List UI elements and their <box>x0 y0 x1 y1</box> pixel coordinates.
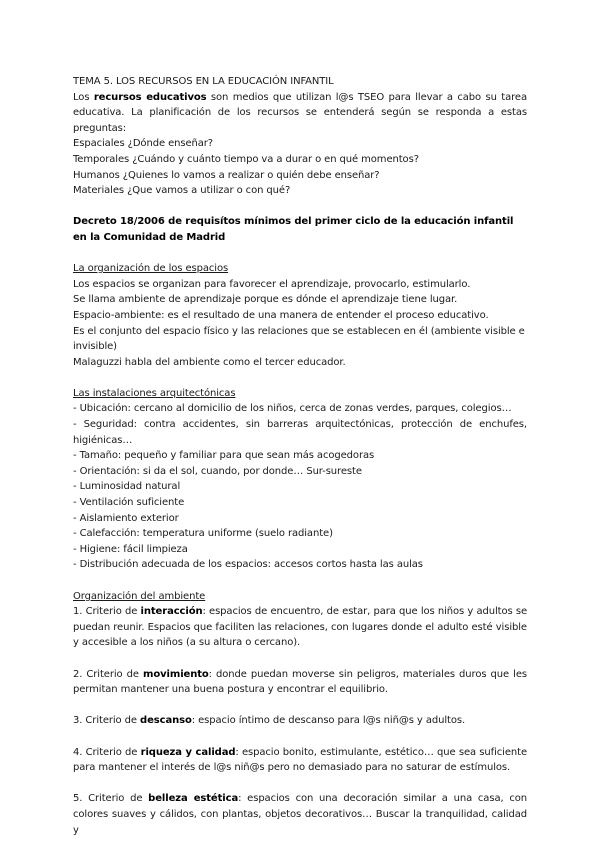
list-item: - Ventilación suficiente <box>73 497 185 509</box>
criterion-rest: 3. Criterio de descanso: espacio íntimo de descanso para l@s niñ@s y adultos. <box>73 715 466 727</box>
criterion-beauty: 5. Criterio de belleza estética: espacios con una decoración similar a una casa, con colores suaves y cálidos, con plantas, objetos decorativos… Buscar la tranquilidad, calidad y <box>73 793 527 836</box>
list-item: - Ubicación: cercano al domicilio de los niños, cerca de zonas verdes, parques, colegios… <box>73 403 512 415</box>
section1-line: Se llama ambiente de aprendizaje porque es dónde el aprendizaje tiene lugar. <box>73 294 458 306</box>
criterion-richness: 4. Criterio de riqueza y calidad: espacio bonito, estimulante, estético… que sea suficiente para mantener el interés de l@s niñ@s pero no demasiado para no saturar de estímulos. <box>73 746 527 774</box>
section-heading-environment: Organización del ambiente <box>73 590 206 602</box>
section-heading-spaces: La organización de los espacios <box>73 263 229 275</box>
section1-line: Es el conjunto del espacio físico y las relaciones que se establecen en él (ambiente visible e invisible) <box>73 325 525 353</box>
question-material: Materiales ¿Que vamos a utilizar o con qué? <box>73 185 291 197</box>
criterion-interaction: 1. Criterio de interacción: espacios de encuentro, de estar, para que los niños y adultos se puedan reunir. Espacios que faciliten las relaciones, con lugares donde el adulto esté visible y accesible a los niños (a su altura o cercano). <box>73 606 528 649</box>
list-item: - Aislamiento exterior <box>73 512 179 524</box>
decree-heading: Decreto 18/2006 de requisítos mínimos del primer ciclo de la educación infantil en la Comunidad de Madrid <box>73 216 514 243</box>
list-item: - Seguridad: contra accidentes, sin barreras arquitectónicas, protección de enchufes, higiénicas… <box>73 419 527 446</box>
list-item: - Orientación: si da el sol, cuando, por donde… Sur-sureste <box>73 465 362 477</box>
section1-line: Los espacios se organizan para favorecer el aprendizaje, provocarlo, estimularlo. <box>73 278 471 290</box>
list-item: - Higiene: fácil limpieza <box>73 543 188 555</box>
intro-paragraph: Los recursos educativos son medios que utilizan l@s TSEO para llevar a cabo su tarea educativa. La planificación de los recursos se entenderá según se responda a estas preguntas: <box>73 91 527 134</box>
question-temporal: Temporales ¿Cuándo y cuánto tiempo va a durar o en qué momentos? <box>73 153 419 165</box>
intro-bold-term: recursos educativos <box>93 91 207 103</box>
document-title: TEMA 5. LOS RECURSOS EN LA EDUCACIÓN INFANTIL <box>73 76 334 87</box>
list-item: - Calefacción: temperatura uniforme (suelo radiante) <box>73 528 333 540</box>
section-heading-installations: Las instalaciones arquitectónicas <box>73 387 236 399</box>
criterion-movement: 2. Criterio de movimiento: donde puedan moverse sin peligros, materiales duros que les permitan mantener una buena postura y encontrar el equilibrio. <box>73 668 527 696</box>
list-item: - Luminosidad natural <box>73 481 181 493</box>
list-item: - Tamaño: pequeño y familiar para que sean más acogedoras <box>73 450 375 462</box>
list-item: - Distribución adecuada de los espacios: accesos cortos hasta las aulas <box>73 559 423 571</box>
section1-line: Malaguzzi habla del ambiente como el tercer educador. <box>73 356 346 368</box>
section1-line: Espacio-ambiente: es el resultado de una manera de entender el proceso educativo. <box>73 309 489 321</box>
question-human: Humanos ¿Quienes lo vamos a realizar o quién debe enseñar? <box>73 169 380 181</box>
question-spatial: Espaciales ¿Dónde enseñar? <box>73 138 214 150</box>
